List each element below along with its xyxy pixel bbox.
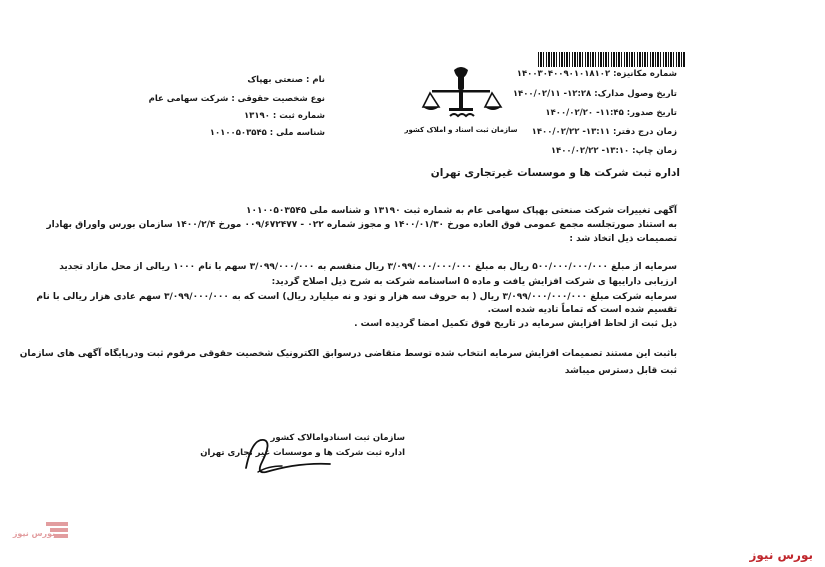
notice-line-5: ارزیابی داراییها ی شرکت افزایش یافت و ماده ۵ اساسنامه شرکت به شرح ذیل اصلاح گردید: (271, 277, 677, 287)
office-entry-time: زمان درج دفتر: ۱۳:۱۱- ۱۴۰۰/۰۲/۲۲ (531, 127, 677, 137)
office-title: اداره ثبت شرکت ها و موسسات غیرتجاری تهران (430, 167, 680, 179)
issue-date: تاریخ صدور: ۱۱:۴۵- ۱۴۰۰/۰۲/۲۰ (545, 108, 677, 118)
signature-office-line: اداره ثبت شرکت ها و موسسات غیر تجاری تهران (200, 448, 405, 458)
notice-line-9: باثبت این مستند تصمیمات افزایش سرمایه انتخاب شده توسط متقاضی درسوابق الکترونیک شخصیت حقوقی مرقوم ثبت ودرپایگاه آگهی های سازمان (19, 349, 677, 359)
brand-label: بورس نیوز (749, 548, 813, 562)
company-name: نام : صنعتی بهپاک (247, 75, 325, 85)
notice-line-1: آگهی تغییرات شرکت صنعتی بهپاک سهامی عام به شماره ثبت ۱۳۱۹۰ و شناسه ملی ۱۰۱۰۰۵۰۳۵۴۵ (245, 206, 677, 216)
national-id: شناسه ملی : ۱۰۱۰۰۵۰۳۵۴۵ (209, 128, 325, 138)
letter-number: شماره مکانیزه: ۱۴۰۰۳۰۴۰۰۹۰۱۰۱۸۱۰۲ (516, 69, 677, 79)
registration-number: شماره ثبت : ۱۳۱۹۰ (243, 111, 325, 121)
notice-line-8: ذیل ثبت از لحاظ افزایش سرمایه در تاریخ فوق تکمیل امضا گردیده است . (354, 319, 677, 329)
notice-line-7: تقسیم شده است که تماماً تادیه شده است. (487, 305, 677, 315)
received-date: تاریخ وصول مدارک: ۱۲:۲۸- ۱۴۰۰/۰۲/۱۱ (512, 89, 677, 99)
judiciary-emblem-icon (404, 64, 518, 136)
watermark-logo-text: بورس نیوز (12, 529, 56, 538)
barcode (538, 52, 685, 67)
notice-line-6: سرمایه شرکت مبلغ ۳/۰۹۹/۰۰۰/۰۰۰/۰۰۰ ریال ( به حروف سه هزار و نود و نه میلیارد ریال) است که به ۳/۰۹۹/۰۰۰/۰۰۰ سهم عادی هزار ریالی با نام (36, 292, 677, 302)
signature-org-line: سازمان ثبت اسنادوامالاک کشور (270, 433, 405, 443)
print-time: زمان چاپ: ۱۳:۱۰- ۱۴۰۰/۰۲/۲۲ (550, 146, 677, 156)
bourse-news-logo-icon (14, 516, 74, 548)
legal-type: نوع شخصیت حقوقی : شرکت سهامی عام (148, 94, 325, 104)
notice-line-10: ثبت قابل دسترس میباشد (564, 366, 677, 376)
emblem-caption: سازمان ثبت اسناد و املاک کشور (404, 126, 518, 134)
notice-line-4: سرمایه از مبلغ ۵۰۰/۰۰۰/۰۰۰/۰۰۰ ریال به مبلغ ۳/۰۹۹/۰۰۰/۰۰۰/۰۰۰ ریال منقسم به ۳/۰۹۹/۰۰۰/۰۰۰ سهم با نام ۱۰۰۰ ریالی از محل مازاد تجدید (59, 262, 677, 272)
notice-line-3: تصمیمات ذیل اتخاذ شد : (569, 234, 677, 244)
notice-line-2: به استناد صورتجلسه مجمع عمومی فوق العاده مورخ ۱۴۰۰/۰۱/۳۰ و مجوز شماره ۰۲۲ - ۰۰۹/۶۷۲۴۷۷ مورخ ۱۴۰۰/۲/۴ سازمان بورس واوراق بهادار (46, 220, 677, 230)
